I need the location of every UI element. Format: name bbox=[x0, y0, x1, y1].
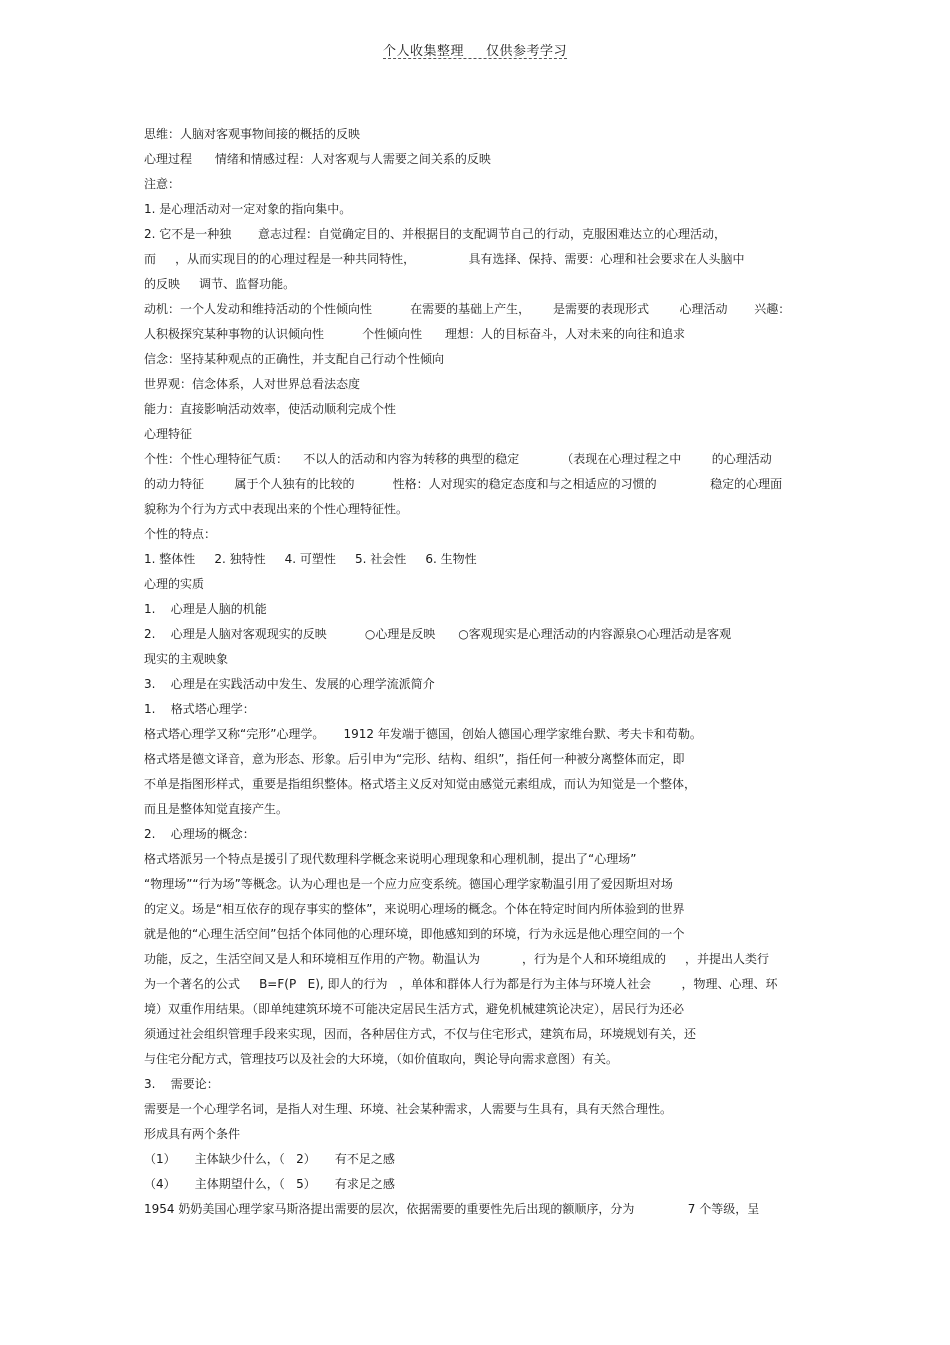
text-line: 格式塔心理学又称“完形”心理学。 1912 年发端于德国，创始人德国心理学家维台默、考夫卡和苟勒。 bbox=[144, 727, 702, 741]
text-line: 1. 整体性 2. 独特性 4. 可塑性 5. 社会性 6. 生物性 bbox=[144, 552, 477, 566]
text-line: 心理过程 情绪和情感过程：人对客观与人需要之间关系的反映 bbox=[144, 152, 491, 166]
text-line: 2. 心理场的概念： bbox=[144, 827, 255, 841]
text-line: 就是他的“心理生活空间”包括个体同他的心理环境，即他感知到的环境，行为永远是他心理空间的一个 bbox=[144, 927, 685, 941]
text-line: 信念：坚持某种观点的正确性，并支配自己行动个性倾向 bbox=[144, 352, 445, 366]
text-line: 能力：直接影响活动效率，使活动顺利完成个性 bbox=[144, 402, 397, 416]
text-line: 1. 是心理活动对一定对象的指向集中。 bbox=[144, 202, 352, 216]
text-line: 格式塔派另一个特点是援引了现代数理科学概念来说明心理现象和心理机制，提出了“心理场” bbox=[144, 852, 637, 866]
text-line: 心理的实质 bbox=[144, 577, 205, 591]
text-line: 现实的主观映象 bbox=[144, 652, 229, 666]
text-line: 而 ，从而实现目的的心理过程是一种共同特性， 具有选择、保持、需要：心理和社会要求在人头脑中 bbox=[144, 252, 745, 266]
text-line: 心理特征 bbox=[144, 427, 193, 441]
text-line: 与住宅分配方式，管理技巧以及社会的大环境，（如价值取向，舆论导向需求意图）有关。 bbox=[144, 1052, 619, 1066]
text-line: 1954 奶奶美国心理学家马斯洛提出需要的层次，依据需要的重要性先后出现的额顺序，分为 7 个等级，呈 bbox=[144, 1202, 760, 1216]
text-line: 的反映 调节、监督功能。 bbox=[144, 277, 296, 291]
text-line: 人积极探究某种事物的认识倾向性 个性倾向性 理想：人的目标奋斗，人对未来的向往和追求 bbox=[144, 327, 686, 341]
document-body bbox=[144, 124, 809, 1224]
text-line: （4） 主体期望什么，（ 5） 有求足之感 bbox=[144, 1177, 395, 1191]
text-line: 貌称为个行为方式中表现出来的个性心理特征性。 bbox=[144, 502, 409, 516]
text-line: 形成具有两个条件 bbox=[144, 1127, 241, 1141]
text-line: 的动力特征 属于个人独有的比较的 性格：人对现实的稳定态度和与之相适应的习惯的 稳定的心理面 bbox=[144, 477, 783, 491]
text-line: 为一个著名的公式 B=F(P E), 即人的行为 ，单体和群体人行为都是行为主体与环境人社会 ，物理、心理、环 bbox=[144, 977, 778, 991]
text-line: 1. 格式塔心理学： bbox=[144, 702, 255, 716]
text-line: 2. 心理是人脑对客观现实的反映 ○心理是反映 ○客观现实是心理活动的内容源泉○心理活动是客观 bbox=[144, 627, 732, 641]
text-line: 个性：个性心理特征气质： 不以人的活动和内容为转移的典型的稳定 （表现在心理过程之中 的心理活动 bbox=[144, 452, 772, 466]
text-line: 世界观：信念体系，人对世界总看法态度 bbox=[144, 377, 361, 391]
text-line: 注意： bbox=[144, 177, 181, 191]
text-line: 而且是整体知觉直接产生。 bbox=[144, 802, 289, 816]
page-header bbox=[0, 40, 950, 59]
text-line: 个性的特点： bbox=[144, 527, 217, 541]
text-line: 境）双重作用结果。（即单纯建筑环境不可能决定居民生活方式，避免机械建筑论决定），居民行为还必 bbox=[144, 1002, 685, 1016]
text-line: 3. 心理是在实践活动中发生、发展的心理学流派简介 bbox=[144, 677, 435, 691]
text-line: 1. 心理是人脑的机能 bbox=[144, 602, 267, 616]
text-line: 需要是一个心理学名词，是指人对生理、环境、社会某种需求，人需要与生具有，具有天然合理性。 bbox=[144, 1102, 673, 1116]
text-line: 功能，反之，生活空间又是人和环境相互作用的产物。勒温认为 ，行为是个人和环境组成的 ，并提出人类行 bbox=[144, 952, 770, 966]
text-line: 动机：一个人发动和维持活动的个性倾向性 在需要的基础上产生， 是需要的表现形式 心理活动 兴趣： bbox=[144, 302, 791, 316]
text-line: 须通过社会组织管理手段来实现，因而，各种居住方式，不仅与住宅形式，建筑布局，环境规划有关，还 bbox=[144, 1027, 697, 1041]
text-line: 2. 它不是一种独 意志过程：自觉确定目的、并根据目的支配调节自己的行动，克服困难达立的心理活动， bbox=[144, 227, 726, 241]
text-line: 格式塔是德文译音，意为形态、形象。后引申为“完形、结构、组织”，指任何一种被分离整体而定，即 bbox=[144, 752, 685, 766]
header-left-text: 个人收集整理 bbox=[382, 44, 464, 59]
header-underline bbox=[383, 58, 567, 59]
text-line: 3. 需要论： bbox=[144, 1077, 219, 1091]
text-line: “物理场”“行为场”等概念。认为心理也是一个应力应变系统。德国心理学家勒温引用了爱因斯坦对场 bbox=[144, 877, 673, 891]
text-line: 的定义。场是“相互依存的现存事实的整体”，来说明心理场的概念。个体在特定时间内所体验到的世界 bbox=[144, 902, 685, 916]
text-line: 不单是指图形样式，重要是指组织整体。格式塔主义反对知觉由感觉元素组成，而认为知觉是一个整体， bbox=[144, 777, 697, 791]
header-right-text: 仅供参考学习 bbox=[486, 44, 568, 59]
text-line: 思维：人脑对客观事物间接的概括的反映 bbox=[144, 127, 361, 141]
text-line: （1） 主体缺少什么，（ 2） 有不足之感 bbox=[144, 1152, 395, 1166]
